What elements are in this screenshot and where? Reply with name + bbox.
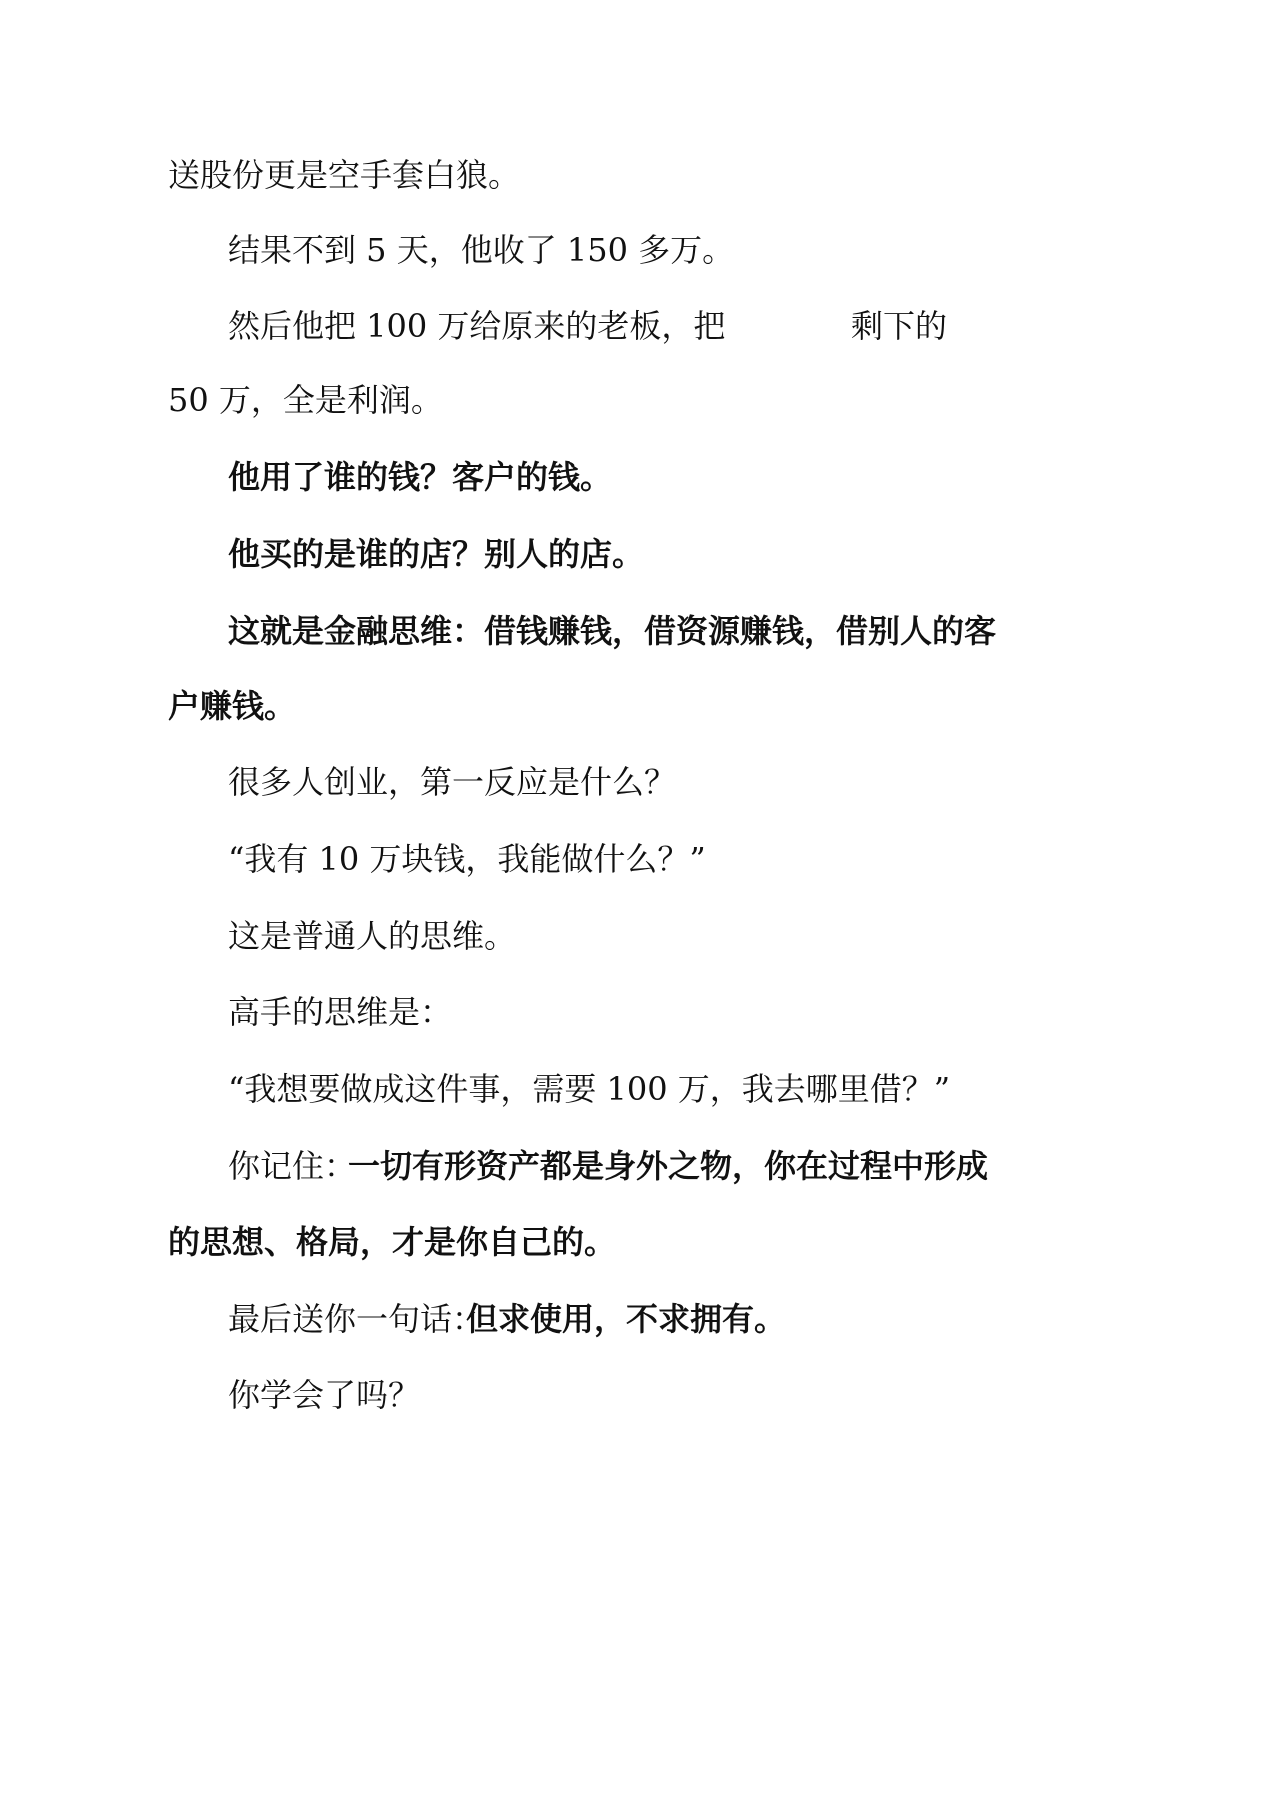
paragraph-line [0,1365,1273,1425]
paragraph-line [0,296,1273,356]
paragraph-line-bold [0,447,1273,507]
paragraph-line [0,1289,1273,1349]
paragraph-line-bold [0,1212,1273,1272]
text-segment: 剩下的 [851,307,948,345]
paragraph-line [0,370,1273,430]
text-segment: 结果不到 5 天，他收了 150 多万。 [228,231,735,269]
paragraph-line [0,752,1273,812]
text-segment-bold: 一切有形资产都是身外之物，你在过程中形成 [348,1147,989,1185]
paragraph-line [0,145,1273,205]
text-segment: 很多人创业，第一反应是什么？ [228,763,677,801]
text-segment: “我想要做成这件事，需要 100 万，我去哪里借？” [228,1070,951,1108]
text-segment: 50 万，全是利润。 [168,381,443,419]
text-segment: 这是普通人的思维。 [228,917,517,955]
text-segment: 最后送你一句话： [228,1300,485,1338]
paragraph-line [0,1136,1273,1196]
text-segment: 然后他把 100 万给原来的老板，把 [228,307,726,345]
text-segment: 送股份更是空手套白狼。 [168,156,521,194]
text-segment: 的思想、格局，才是你自己的。 [168,1223,617,1261]
paragraph-line-bold [0,524,1273,584]
text-segment: 你记住： [228,1147,357,1185]
text-segment: “我有 10 万块钱，我能做什么？” [228,840,706,878]
text-segment: 高手的思维是： [228,993,453,1031]
paragraph-line [0,982,1273,1042]
text-segment: 这就是金融思维：借钱赚钱，借资源赚钱，借别人的客 [228,612,997,650]
paragraph-line [0,906,1273,966]
paragraph-line [0,1059,1273,1119]
paragraph-line-bold [0,601,1273,661]
paragraph-line [0,220,1273,280]
paragraph-line [0,829,1273,889]
text-segment-bold: 但求使用，不求拥有。 [466,1300,787,1338]
text-segment: 他用了谁的钱？客户的钱。 [228,458,613,496]
text-segment: 他买的是谁的店？别人的店。 [228,535,645,573]
paragraph-line-bold [0,676,1273,736]
text-segment: 户赚钱。 [168,687,297,725]
text-segment: 你学会了吗？ [228,1376,421,1414]
